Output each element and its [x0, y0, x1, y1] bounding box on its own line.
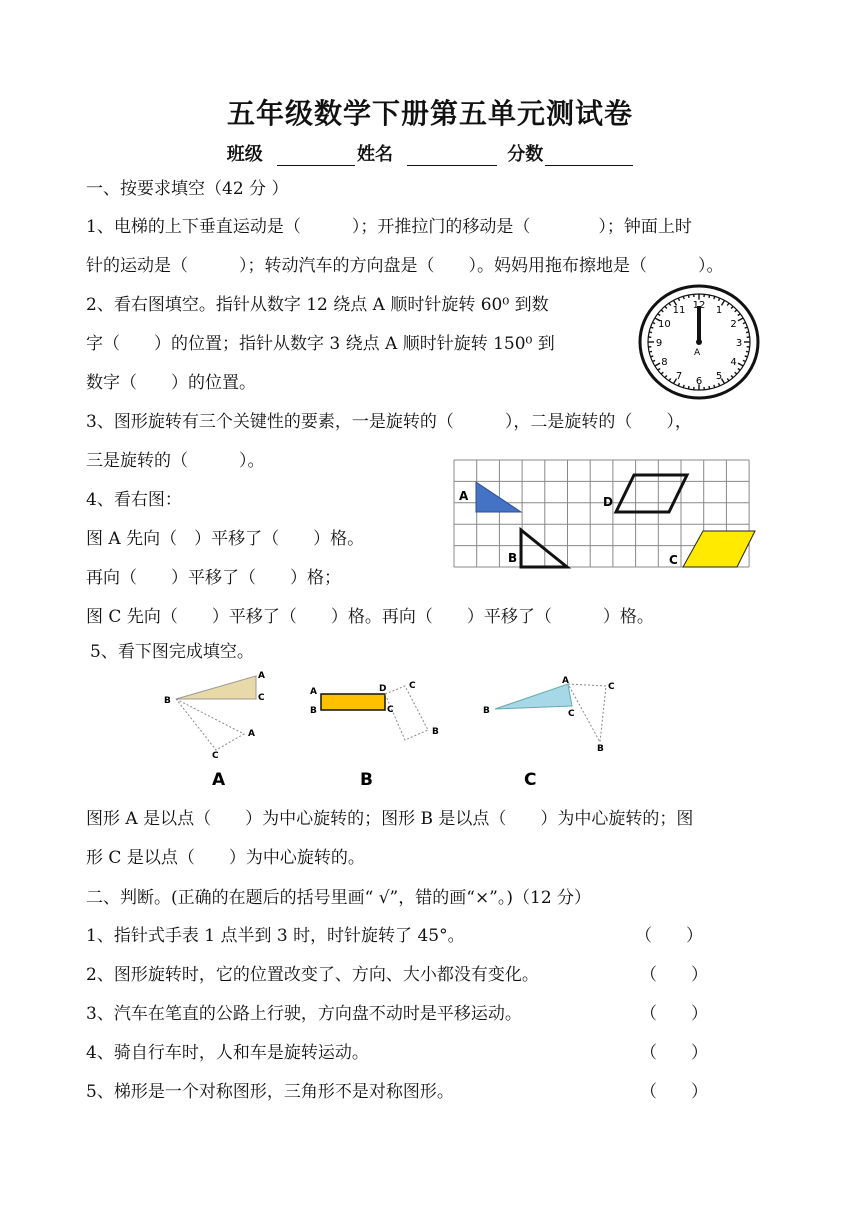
judge-bracket-1[interactable]: （ ）: [635, 926, 703, 946]
q5-line1: 5、看下图完成填空。: [90, 642, 254, 662]
clock-number: 8: [661, 357, 668, 368]
clock-tick: [709, 295, 710, 298]
svg-text:D: D: [379, 684, 387, 694]
clock-number: 7: [675, 370, 683, 382]
clock-tick: [649, 351, 652, 352]
clock-tick: [727, 379, 729, 381]
clock-tick: [661, 372, 663, 374]
judge-item-1: 1、指针式手表 1 点半到 3 时，时针旋转了 45°。: [86, 926, 465, 946]
class-field[interactable]: [277, 147, 355, 166]
shape-c-parallelogram: [683, 531, 755, 567]
score-field[interactable]: [545, 147, 633, 166]
score-label: 分数: [507, 144, 544, 165]
clock-tick: [743, 360, 746, 361]
svg-text:C: C: [568, 709, 575, 719]
q5-line2: 图形 A 是以点（ ）为中心旋转的；图形 B 是以点（ ）为中心旋转的；图: [86, 809, 694, 829]
svg-text:B: B: [597, 744, 604, 754]
judge-item-5: 5、梯形是一个对称图形，三角形不是对称图形。: [86, 1082, 454, 1102]
svg-text:A: A: [248, 729, 255, 739]
judge-bracket-4[interactable]: （ ）: [640, 1043, 708, 1063]
figure-b: [310, 681, 439, 790]
label-b: B: [508, 551, 518, 565]
clock-tick: [709, 386, 710, 389]
clock-center-label: A: [694, 348, 701, 358]
clock-tick: [738, 314, 741, 316]
judge-item-4: 4、骑自行车时，人和车是旋转运动。: [86, 1043, 369, 1063]
judge-bracket-3[interactable]: （ ）: [640, 1004, 708, 1024]
svg-text:C: C: [387, 705, 394, 715]
svg-text:B: B: [432, 727, 439, 737]
judge-bracket-2[interactable]: （ ）: [640, 965, 708, 985]
clock-tick: [655, 363, 660, 366]
clock-tick: [678, 298, 679, 301]
q4-line2: 图 A 先向（ ）平移了（ ）格。: [86, 529, 365, 549]
clock-tick: [683, 385, 684, 388]
clock-tick: [738, 363, 743, 366]
clock-number: 12: [692, 300, 706, 311]
clock-tick: [652, 360, 655, 361]
clock-tick: [651, 327, 654, 328]
figure-a: [164, 671, 265, 790]
svg-text:C: C: [409, 681, 416, 691]
svg-text:B: B: [483, 706, 490, 716]
clock-tick: [688, 295, 689, 298]
label-d: D: [603, 495, 613, 509]
name-field[interactable]: [407, 147, 497, 166]
clock-tick: [735, 372, 737, 374]
q5-line3: 形 C 是以点（ ）为中心旋转的。: [86, 848, 365, 868]
svg-text:A: A: [310, 687, 317, 697]
svg-text:A: A: [562, 676, 569, 686]
shape-b-triangle: [521, 530, 567, 567]
section1-heading: 一、按要求填空（42 分 ）: [86, 179, 289, 199]
clock-tick: [738, 369, 741, 371]
q2-line1: 2、看右图填空。指针从数字 12 绕点 A 顺时针旋转 60⁰ 到数: [86, 295, 549, 315]
shape-d-parallelogram: [616, 475, 687, 512]
clock-tick: [745, 327, 748, 328]
clock-tick: [727, 303, 729, 305]
clock-tick: [665, 376, 667, 378]
svg-text:A: A: [258, 671, 265, 681]
clock-tick: [665, 306, 667, 308]
clock-tick: [652, 323, 655, 324]
clock-number: 5: [715, 370, 723, 382]
label-a: A: [459, 489, 469, 503]
q4-line1: 4、看右图：: [86, 490, 182, 510]
clock-figure: [638, 284, 762, 400]
clock-number: 9: [655, 338, 663, 349]
svg-text:B: B: [164, 696, 171, 706]
clock-tick: [738, 318, 743, 321]
figure-c: [483, 676, 615, 790]
name-label: 姓名: [357, 144, 393, 165]
figure-b-caption: B: [360, 770, 373, 790]
clock-tick: [669, 303, 671, 305]
clock-tick: [669, 379, 671, 381]
clock-tick: [649, 332, 652, 333]
q3-line1: 3、图形旋转有三个关键性的要素，一是旋转的（ ），二是旋转的（ ），: [86, 412, 692, 432]
class-label: 班级: [226, 144, 263, 165]
clock-tick: [678, 383, 679, 386]
clock-number: 2: [730, 319, 737, 330]
clock-tick: [688, 386, 689, 389]
q4-line3: 再向（ ）平移了（ ）格；: [86, 568, 341, 588]
clock-tick: [743, 323, 746, 324]
clock-tick: [746, 332, 749, 333]
clock-tick: [731, 306, 733, 308]
q4-line4: 图 C 先向（ ）平移了（ ）格。再向（ ）平移了（ ）格。: [86, 607, 654, 627]
svg-text:B: B: [310, 706, 317, 716]
q2-line3: 数字（ ）的位置。: [86, 373, 256, 393]
q2-line2: 字（ ）的位置；指针从数字 3 绕点 A 顺时针旋转 150⁰ 到: [86, 334, 555, 354]
clock-tick: [719, 383, 720, 386]
svg-text:C: C: [608, 682, 615, 692]
judge-item-2: 2、图形旋转时，它的位置改变了、方向、大小都没有变化。: [86, 965, 539, 985]
page-title: 五年级数学下册第五单元测试卷: [226, 97, 633, 130]
section2-heading: 二、判断。(正确的在题后的括号里画“ √”，错的画“×”。)（12 分）: [86, 888, 592, 908]
clock-number: 11: [672, 305, 686, 317]
label-c: C: [669, 553, 678, 567]
clock-number: 6: [695, 376, 703, 387]
clock-tick: [745, 356, 748, 357]
q1-line1: 1、电梯的上下垂直运动是（ ）；开推拉门的移动是（ ）；钟面上时: [86, 217, 692, 237]
clock-tick: [714, 385, 715, 388]
clock-tick: [746, 351, 749, 352]
clock-number: 1: [715, 305, 723, 317]
shape-a-triangle: [476, 482, 521, 512]
judge-item-3: 3、汽车在笔直的公路上行驶，方向盘不动时是平移运动。: [86, 1004, 522, 1024]
clock-tick: [735, 310, 737, 312]
clock-tick: [714, 296, 715, 299]
rotation-figures: [150, 664, 630, 790]
figure-a-caption: A: [212, 770, 226, 790]
q1-line2: 针的运动是（ ）；转动汽车的方向盘是（ ）。妈妈用拖布擦地是（ ）。: [86, 256, 724, 276]
q3-line2: 三是旋转的（ ）。: [86, 451, 265, 471]
student-info: [0, 140, 860, 166]
clock-tick: [683, 296, 684, 299]
clock-number: 10: [658, 319, 671, 330]
figure-c-caption: C: [524, 770, 537, 790]
clock-tick: [719, 298, 720, 301]
translation-grid-figure: [453, 458, 757, 570]
clock-tick: [658, 314, 661, 316]
clock-number: 4: [730, 357, 737, 368]
clock-tick: [661, 310, 663, 312]
clock-tick: [731, 376, 733, 378]
clock-tick: [658, 369, 661, 371]
svg-text:C: C: [212, 751, 219, 761]
svg-text:C: C: [258, 693, 265, 703]
judge-bracket-5[interactable]: （ ）: [640, 1082, 708, 1102]
clock-tick: [651, 356, 654, 357]
clock-number: 3: [735, 338, 743, 349]
